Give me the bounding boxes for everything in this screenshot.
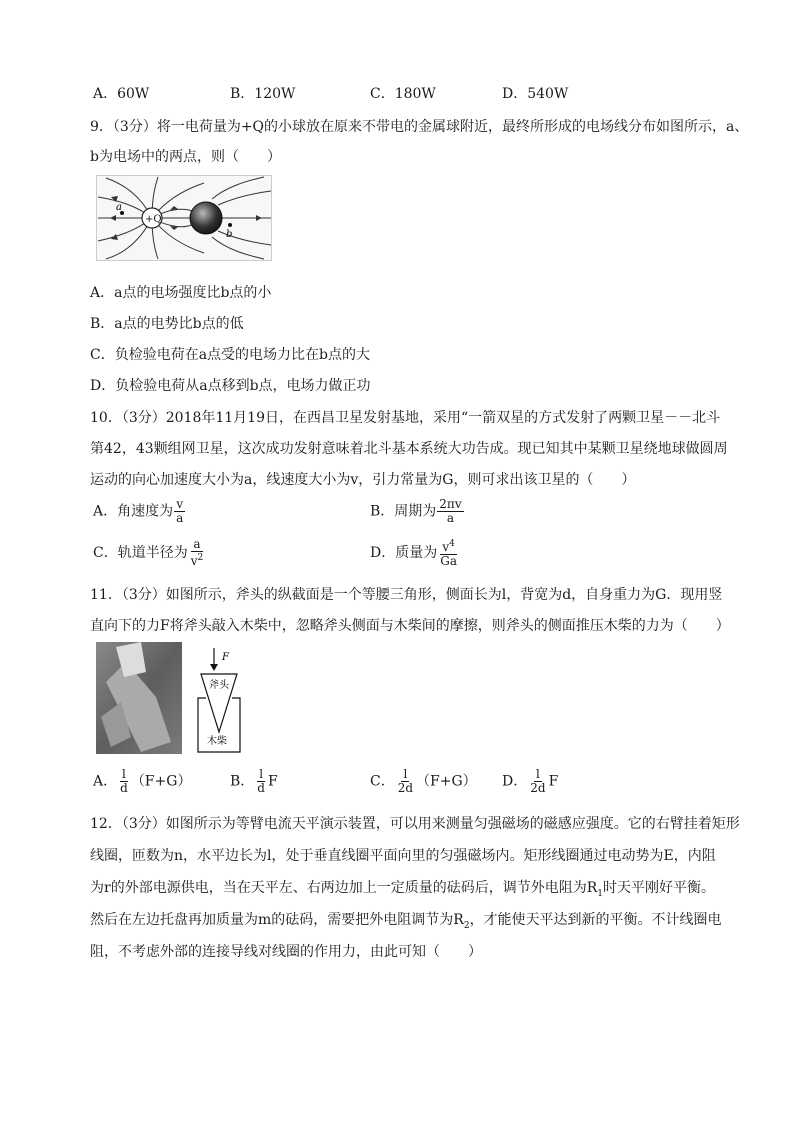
q9-stem-line2: b为电场中的两点，则（ ）	[90, 149, 281, 165]
q11-option-c-suffix: （F+G）	[416, 773, 477, 790]
q10-option-c[interactable]	[93, 538, 206, 568]
q9-option-a[interactable]: A．a点的电场强度比b点的小	[90, 285, 272, 301]
q11-option-c-fraction	[396, 768, 415, 795]
fraction-denominator: 2d	[530, 781, 546, 795]
q11-axe-photo	[96, 642, 182, 754]
q8-option-d[interactable]: D．540W	[502, 86, 569, 102]
q11-option-d[interactable]	[502, 768, 558, 795]
fraction-numerator: l	[535, 767, 540, 781]
q11-axe-diagram	[196, 646, 248, 754]
fraction-denominator: d	[120, 781, 128, 795]
q11-option-a-prefix: A．	[93, 773, 118, 790]
fraction-denominator: a	[176, 511, 184, 525]
q8-option-c[interactable]: C．180W	[370, 86, 436, 102]
q10-stem-line1: 10．（3分）2018年11月19日，在西昌卫星发射基地，采用“一箭双星的方式发射了两颗卫星－－北斗	[90, 410, 721, 426]
fraction-numerator: a	[193, 537, 201, 551]
denominator-exponent: 2	[197, 553, 204, 563]
charge-q-label: +Q	[145, 214, 162, 225]
q12-line1: 12．（3分）如图所示为等臂电流天平演示装置，可以用来测量匀强磁场的磁感应强度。它的右臂挂着矩形	[90, 816, 740, 832]
fraction-denominator	[189, 552, 206, 568]
q10-option-a-fraction	[174, 498, 185, 525]
fraction-numerator: 2πv	[439, 497, 462, 511]
q12-line3	[90, 877, 715, 899]
q10-option-b[interactable]	[370, 498, 465, 525]
q11-option-b-prefix: B．	[230, 773, 255, 790]
q10-stem-line3: 运动的向心加速度大小为a，线速度大小为v，引力常量为G，则可求出该卫星的（ ）	[90, 472, 636, 488]
fraction-numerator: v	[176, 497, 184, 511]
fraction-numerator	[440, 538, 457, 555]
q10-option-a-prefix: A．角速度为	[93, 503, 174, 520]
numerator-base: v	[442, 540, 450, 554]
metal-sphere	[190, 202, 222, 234]
numerator-exponent: 4	[449, 539, 455, 549]
q10-option-c-prefix: C．轨道半径为	[93, 545, 188, 561]
q9-stem-line1: 9．（3分）将一电荷量为+Q的小球放在原来不带电的金属球附近，最终所形成的电场线分布如图所示，a、	[90, 119, 749, 135]
fraction-denominator: 2d	[397, 781, 414, 795]
fraction-numerator: l	[122, 767, 126, 781]
q10-stem-line2: 第42，43颗组网卫星，这次成功发射意味着北斗基本系统大功告成。现已知其中某颗卫星绕地球做圆周	[90, 441, 728, 457]
q11-option-a-fraction	[118, 768, 130, 795]
q10-option-d[interactable]	[370, 538, 460, 568]
force-arrow-head	[210, 664, 218, 671]
q10-option-b-prefix: B．周期为	[370, 503, 437, 520]
q12-line4-tail: ，才能使天平达到新的平衡。不计线圈电	[469, 912, 722, 928]
q10-option-d-prefix: D．质量为	[370, 545, 438, 561]
q10-option-d-fraction	[438, 538, 459, 568]
r2-subscript: 2	[463, 920, 470, 931]
q11-stem-line2: 直向下的力F将斧头敲入木柴中，忽略斧头侧面与木柴间的摩擦，则斧头的侧面推压木柴的力为（ ）	[90, 618, 730, 634]
q11-stem-line1: 11．（3分）如图所示，斧头的纵截面是一个等腰三角形，侧面长为l，背宽为d，自身重力为G．现用竖	[90, 587, 723, 603]
q11-option-c[interactable]	[370, 768, 477, 795]
q11-option-b-suffix: F	[267, 773, 278, 790]
point-a-label: a	[116, 202, 122, 213]
fraction-denominator: a	[446, 511, 455, 525]
q12-line4	[90, 909, 722, 931]
q11-option-c-prefix: C．	[370, 773, 395, 790]
q12-line5: 阻，不考虑外部的连接导线对线圈的作用力，由此可知（ ）	[90, 944, 482, 960]
q12-line2: 线圈，匝数为n，水平边长为l，处于垂直线圈平面向里的匀强磁场内。矩形线圈通过电动势为E，内阻	[90, 848, 716, 864]
q11-option-b[interactable]	[230, 768, 278, 795]
q8-option-b[interactable]: B．120W	[230, 86, 296, 102]
q12-line3-text: 为r的外部电源供电，当在天平左、右两边加上一定质量的砝码后，调节外电阻为R	[90, 880, 598, 896]
axe-label: 斧头	[209, 680, 229, 691]
q11-option-d-suffix: F	[548, 773, 559, 790]
fraction-numerator: l	[259, 767, 264, 781]
fraction-denominator: Ga	[440, 554, 457, 568]
q11-option-d-fraction	[528, 768, 547, 795]
q11-option-d-prefix: D．	[502, 773, 528, 790]
r1-subscript: 1	[597, 888, 603, 899]
denominator-base: v	[190, 554, 198, 568]
q12-line3-tail: 时天平刚好平衡。	[602, 880, 715, 896]
q12-line4-text: 然后在左边托盘再加质量为m的砝码，需要把外电阻调节为R	[90, 912, 464, 928]
force-label: F	[222, 652, 229, 663]
q9-option-b[interactable]: B．a点的电势比b点的低	[90, 316, 244, 332]
q8-option-a[interactable]: A．60W	[93, 86, 150, 102]
q10-option-c-fraction	[189, 538, 206, 568]
point-b-dot	[228, 223, 232, 227]
wood-label: 木柴	[207, 736, 227, 747]
fraction-numerator: l	[403, 767, 408, 781]
q10-option-b-fraction	[437, 498, 463, 525]
q11-option-b-fraction	[255, 768, 267, 795]
q9-option-d[interactable]: D．负检验电荷从a点移到b点，电场力做正功	[90, 378, 371, 394]
q9-option-c[interactable]: C．负检验电荷在a点受的电场力比在b点的大	[90, 347, 371, 363]
point-b-label: b	[226, 229, 233, 240]
fraction-denominator: d	[257, 781, 265, 795]
q10-option-a[interactable]	[93, 498, 186, 525]
q11-option-a[interactable]	[93, 768, 191, 795]
q9-electric-field-figure	[96, 175, 272, 261]
q11-option-a-suffix: （F+G）	[130, 773, 192, 790]
